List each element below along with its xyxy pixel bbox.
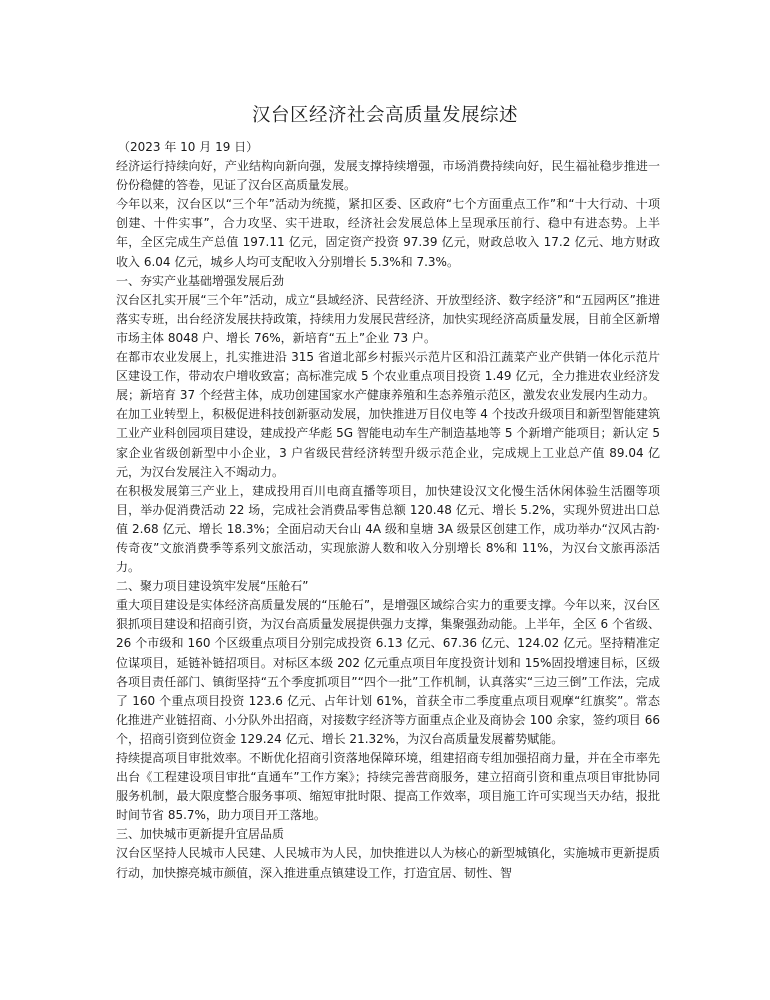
section-heading-projects: 二、聚力项目建设筑牢发展“压舱石” <box>116 579 309 594</box>
document-title: 汉台区经济社会高质量发展综述 <box>251 105 518 126</box>
paragraph-manufacturing: 在加工业转型上，积极促进科技创新驱动发展，加快推进万目仪电等 4 个技改升级项目和新型智能建筑工业产业科创园项目建设，建成投产华彪 5G 智能电动车生产制造基地等 5 个新增产能项目；新认定 5 家企业省级创新型中小企业，3 户省级民营经济转型升级示范企业，完成规上工业总产值 89.04 亿元，为汉台发展注入不竭动力。 <box>116 407 660 479</box>
document-date: （2023 年 10 月 19 日） <box>118 140 259 154</box>
paragraph-approval: 持续提高项目审批效率。不断优化招商引资落地保障环境，组建招商专组加强招商力量，并在全市率先出台《工程建设项目审批“直通车”工作方案》；持续完善营商服务，建立招商引资和重点项目审批协同服务机制，最大限度整合服务事项、缩短审批时限、提高工作效率，项目施工许可实现当天办结，报批时间节省 85.7%，助力项目开工落地。 <box>116 751 660 823</box>
paragraph-overview: 今年以来，汉台区以“三个年”活动为统揽，紧扣区委、区政府“七个方面重点工作”和“十大行动、十项创建、十件实事”，合力攻坚、实干进取，经济社会发展总体上呈现承压前行、稳中有进态势。上半年，全区完成生产总值 197.11 亿元，固定资产投资 97.39 亿元，财政总收入 17.2 亿元、地方财政收入 6.04 亿元，城乡人均可支配收入分别增长 5.3%和 7.3%。 <box>116 197 660 269</box>
section-heading-urban: 三、加快城市更新提升宜居品质 <box>116 827 285 842</box>
paragraph-industry: 汉台区扎实开展“三个年”活动，成立“县域经济、民营经济、开放型经济、数字经济”和“五园两区”推进落实专班，出台经济发展扶持政策，持续用力发展民营经济，加快实现经济高质量发展，目前全区新增市场主体 8048 户、增长 76%，新培育“五上”企业 73 户。 <box>116 292 660 345</box>
section-heading-industry: 一、夯实产业基础增强发展后劲 <box>116 273 285 288</box>
paragraph-urban: 汉台区坚持人民城市人民建、人民城市为人民，加快推进以人为核心的新型城镇化，实施城市更新提质行动，加快擦亮城市颜值，深入推进重点镇建设工作，打造宜居、韧性、智 <box>116 846 660 880</box>
paragraph-tertiary: 在积极发展第三产业上，建成投用百川电商直播等项目，加快建设汉文化慢生活休闲体验生活圈等项目，举办促消费活动 22 场，完成社会消费品零售总额 120.48 亿元、增长 5.2%，实现外贸进出口总值 2.68 亿元、增长 18.3%；全面启动天台山 4A 级和皇塘 3A 级景区创建工作，成功举办“汉风古韵·传奇夜”文旅消费季等系列文旅活动，实现旅游人数和收入分别增长 8%和 11%，为汉台文旅再添活力。 <box>116 483 660 575</box>
document-body <box>116 138 660 883</box>
paragraph-agriculture: 在都市农业发展上，扎实推进沿 315 省道北部乡村振兴示范片区和沿江蔬菜产业产供销一体化示范片区建设工作，带动农户增收致富；高标准完成 5 个农业重点项目投资 1.49 亿元，全力推进农业经济发展；新培育 37 个经营主体，成功创建国家水产健康养殖和生态养殖示范区，激发农业发展内生动力。 <box>116 350 660 403</box>
paragraph-projects: 重大项目建设是实体经济高质量发展的“压舱石”，是增强区域综合实力的重要支撑。今年以来，汉台区狠抓项目建设和招商引资，为汉台高质量发展提供强力支撑，集聚强劲动能。上半年，全区 6 个省级、26 个市级和 160 个区级重点项目分别完成投资 6.13 亿元、67.36 亿元、124.02 亿元。坚持精准定位谋项目，延链补链招项目。对标区本级 202 亿元重点项目年度投资计划和 15%固投增速目标，区级各项目责任部门、镇街坚持“五个季度抓项目”“四个一批”工作机制，认真落实“三边三倒”工作法，完成了 160 个重点项目投资 123.6 亿元、占年计划 61%，首获全市二季度重点项目观摩“红旗奖”。常态化推进产业链招商、小分队外出招商，对接数字经济等方面重点企业及商协会 100 余家，签约项目 66 个，招商引资到位资金 129.24 亿元、增长 21.32%，为汉台高质量发展蓄势赋能。 <box>116 598 660 746</box>
paragraph-intro-summary: 经济运行持续向好，产业结构向新向强，发展支撑持续增强，市场消费持续向好，民生福祉稳步推进一份份稳健的答卷，见证了汉台区高质量发展。 <box>116 159 660 193</box>
